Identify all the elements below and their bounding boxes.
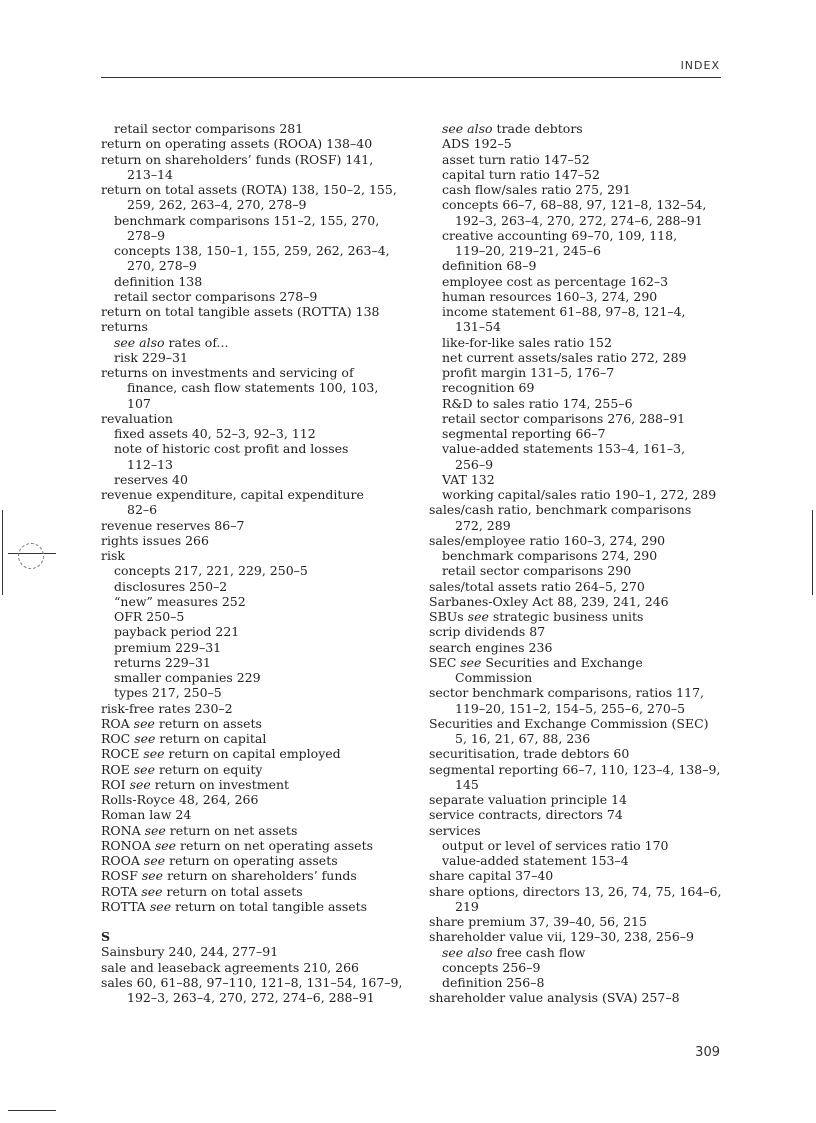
index-entry: value-added statements 153–4, 161–3, xyxy=(442,441,686,457)
index-entry: cash flow/sales ratio 275, 291 xyxy=(442,182,631,197)
index-entry: definition 68–9 xyxy=(442,258,537,274)
index-entry: securitisation, trade debtors 60 xyxy=(429,746,630,762)
index-entry: income statement 61–88, 97–8, 121–4, xyxy=(442,304,686,319)
index-entry: profit margin 131–5, 176–7 xyxy=(442,365,615,380)
index-entry: 119–20, 219–21, 245–6 xyxy=(455,243,601,258)
running-head: INDEX xyxy=(680,59,720,72)
index-entry: 145 xyxy=(455,776,479,792)
section-gap xyxy=(101,914,401,929)
index-entry: benchmark comparisons 151–2, 155, 270, xyxy=(114,212,380,228)
section-letter-heading: S xyxy=(101,929,111,944)
index-entry: rights issues 266 xyxy=(101,532,209,548)
index-entry: working capital/sales ratio 190–1, 272, 289 xyxy=(442,487,717,502)
index-entry: recognition 69 xyxy=(442,380,535,396)
index-entry: ROC see return on capital xyxy=(101,731,267,746)
index-entry: 107 xyxy=(127,395,151,411)
index-entry: share capital 37–40 xyxy=(429,868,554,884)
index-entry: RONA see return on net assets xyxy=(101,822,298,838)
index-entry: note of historic cost profit and losses xyxy=(114,441,349,457)
index-entry: segmental reporting 66–7, 110, 123–4, 138–9, xyxy=(429,761,721,777)
index-entry: concepts 256–9 xyxy=(442,959,541,975)
index-entry: SBUs see strategic business units xyxy=(429,609,644,624)
page-number: 309 xyxy=(695,1045,720,1060)
index-entry: revaluation xyxy=(101,410,173,426)
index-column-right xyxy=(429,121,729,1006)
crop-mark-bottom-left xyxy=(8,1110,56,1111)
index-entry: 192–3, 263–4, 270, 272, 274–6, 288–91 xyxy=(455,212,703,228)
index-entry: Roman law 24 xyxy=(101,807,192,823)
index-entry: human resources 160–3, 274, 290 xyxy=(442,288,658,304)
index-entry: 259, 262, 263–4, 270, 278–9 xyxy=(127,197,307,213)
index-entry: sales/total assets ratio 264–5, 270 xyxy=(429,578,645,594)
index-entry: 278–9 xyxy=(127,227,166,243)
index-entry: ROTTA see return on total tangible assets xyxy=(101,898,368,914)
index-entry: 82–6 xyxy=(127,502,158,518)
index-entry: see also free cash flow xyxy=(442,944,586,960)
index-entry: separate valuation principle 14 xyxy=(429,792,627,807)
index-entry: smaller companies 229 xyxy=(114,670,261,685)
index-entry: Rolls-Royce 48, 264, 266 xyxy=(101,792,259,807)
index-entry: 270, 278–9 xyxy=(127,258,197,274)
index-entry: “new” measures 252 xyxy=(114,593,246,609)
index-entry: shareholder value vii, 129–30, 238, 256–9 xyxy=(429,929,694,945)
index-entry: creative accounting 69–70, 109, 118, xyxy=(442,227,678,243)
index-entry: reserves 40 xyxy=(114,471,188,487)
index-entry: returns xyxy=(101,319,148,335)
index-entry: OFR 250–5 xyxy=(114,609,185,624)
index-entry: premium 229–31 xyxy=(114,639,222,655)
index-entry: ROTA see return on total assets xyxy=(101,883,303,899)
index-entry: risk-free rates 230–2 xyxy=(101,700,233,716)
index-entry: 112–13 xyxy=(127,456,174,472)
index-entry: capital turn ratio 147–52 xyxy=(442,166,600,182)
index-entry: share premium 37, 39–40, 56, 215 xyxy=(429,914,647,929)
index-entry: 219 xyxy=(455,898,479,914)
index-entry: segmental reporting 66–7 xyxy=(442,426,606,441)
index-entry: retail sector comparisons 281 xyxy=(114,121,304,136)
index-entry: finance, cash flow statements 100, 103, xyxy=(127,380,379,396)
index-entry: return on shareholders’ funds (ROSF) 141, xyxy=(101,151,374,167)
index-entry: scrip dividends 87 xyxy=(429,624,546,640)
index-entry: sales 60, 61–88, 97–110, 121–8, 131–54, 167–9, xyxy=(101,974,403,990)
index-entry: like-for-like sales ratio 152 xyxy=(442,334,612,350)
registration-mark xyxy=(18,543,44,569)
index-entry: ADS 192–5 xyxy=(442,136,512,152)
index-entry: see also rates of... xyxy=(114,334,229,350)
index-entry: concepts 138, 150–1, 155, 259, 262, 263–4, xyxy=(114,243,390,258)
index-entry: retail sector comparisons 276, 288–91 xyxy=(442,410,686,426)
index-entry: 5, 16, 21, 67, 88, 236 xyxy=(455,731,591,746)
crop-mark-right-vertical xyxy=(812,510,813,595)
index-entry: return on total assets (ROTA) 138, 150–2, 155, xyxy=(101,182,397,197)
index-entry: revenue reserves 86–7 xyxy=(101,517,245,533)
index-entry: retail sector comparisons 278–9 xyxy=(114,288,318,304)
index-entry: RONOA see return on net operating assets xyxy=(101,837,374,853)
index-entry: see also trade debtors xyxy=(442,121,583,136)
index-entry: service contracts, directors 74 xyxy=(429,807,623,823)
index-entry: R&D to sales ratio 174, 255–6 xyxy=(442,395,633,411)
index-entry: employee cost as percentage 162–3 xyxy=(442,273,669,289)
header-rule xyxy=(101,77,721,78)
index-entry: Commission xyxy=(455,670,533,685)
index-entry: sales/employee ratio 160–3, 274, 290 xyxy=(429,532,666,548)
index-entry: returns 229–31 xyxy=(114,654,211,670)
index-entry: payback period 221 xyxy=(114,624,240,640)
index-entry: search engines 236 xyxy=(429,639,553,655)
index-entry: types 217, 250–5 xyxy=(114,685,222,701)
index-entry: concepts 217, 221, 229, 250–5 xyxy=(114,563,308,579)
index-entry: services xyxy=(429,822,481,838)
index-entry: 272, 289 xyxy=(455,517,511,533)
index-entry: ROI see return on investment xyxy=(101,776,290,792)
index-entry: sale and leaseback agreements 210, 266 xyxy=(101,959,359,975)
index-entry: Securities and Exchange Commission (SEC) xyxy=(429,715,709,731)
index-entry: 192–3, 263–4, 270, 272, 274–6, 288–91 xyxy=(127,990,375,1005)
index-entry: fixed assets 40, 52–3, 92–3, 112 xyxy=(114,426,316,441)
index-entry: retail sector comparisons 290 xyxy=(442,563,632,579)
index-entry: concepts 66–7, 68–88, 97, 121–8, 132–54, xyxy=(442,197,707,213)
index-entry: returns on investments and servicing of xyxy=(101,365,354,380)
index-entry: disclosures 250–2 xyxy=(114,578,228,594)
index-entry: sales/cash ratio, benchmark comparisons xyxy=(429,502,692,518)
index-entry: share options, directors 13, 26, 74, 75, 164–6, xyxy=(429,883,722,899)
index-entry: risk xyxy=(101,548,125,563)
index-entry: ROE see return on equity xyxy=(101,761,263,777)
index-entry: ROOA see return on operating assets xyxy=(101,853,338,868)
index-entry: 213–14 xyxy=(127,166,174,182)
crop-mark-left-vertical xyxy=(2,510,3,595)
index-entry: return on total tangible assets (ROTTA) 138 xyxy=(101,304,380,319)
index-entry: 119–20, 151–2, 154–5, 255–6, 270–5 xyxy=(455,700,686,716)
index-entry: shareholder value analysis (SVA) 257–8 xyxy=(429,990,680,1006)
index-entry: 256–9 xyxy=(455,456,494,472)
index-entry: output or level of services ratio 170 xyxy=(442,837,669,853)
index-entry: risk 229–31 xyxy=(114,349,188,365)
index-entry: ROA see return on assets xyxy=(101,715,262,731)
index-entry: SEC see Securities and Exchange xyxy=(429,654,643,670)
index-entry: definition 138 xyxy=(114,273,203,289)
index-entry: definition 256–8 xyxy=(442,975,545,990)
index-entry: value-added statement 153–4 xyxy=(442,853,629,868)
index-entry: Sainsbury 240, 244, 277–91 xyxy=(101,944,279,960)
index-entry: Sarbanes-Oxley Act 88, 239, 241, 246 xyxy=(429,593,669,609)
index-entry: sector benchmark comparisons, ratios 117, xyxy=(429,685,704,701)
index-entry: 131–54 xyxy=(455,319,502,335)
index-entry: net current assets/sales ratio 272, 289 xyxy=(442,349,687,365)
index-entry: ROCE see return on capital employed xyxy=(101,746,341,762)
index-entry: revenue expenditure, capital expenditure xyxy=(101,487,364,502)
index-entry: return on operating assets (ROOA) 138–40 xyxy=(101,136,373,152)
index-entry: asset turn ratio 147–52 xyxy=(442,151,590,167)
index-entry: VAT 132 xyxy=(442,471,495,487)
index-column-left xyxy=(101,121,401,1005)
index-entry: benchmark comparisons 274, 290 xyxy=(442,548,658,563)
index-entry: ROSF see return on shareholders’ funds xyxy=(101,868,357,884)
